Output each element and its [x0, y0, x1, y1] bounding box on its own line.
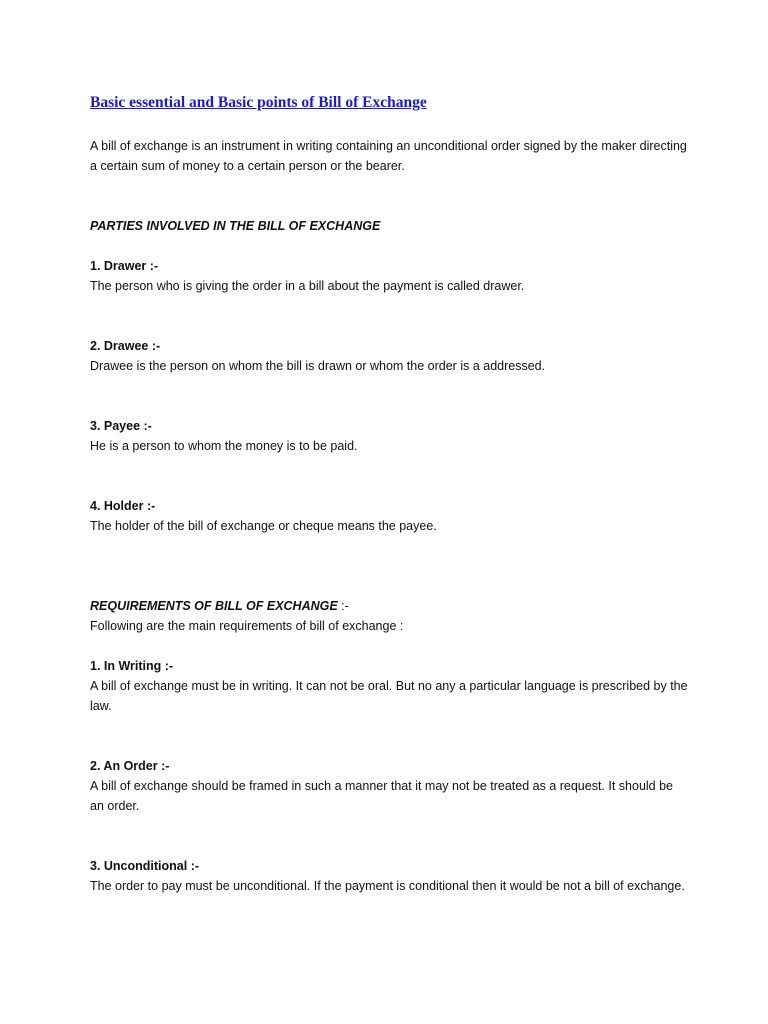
intro-paragraph: A bill of exchange is an instrument in writing containing an unconditional order signed by the maker directing a certain sum of money to a certain person or the bearer.: [90, 139, 687, 173]
party-item-heading: 3. Payee :-: [90, 419, 152, 433]
party-item-text: The person who is giving the order in a bill about the payment is called drawer.: [90, 279, 525, 293]
requirement-item-heading: 3. Unconditional :-: [90, 859, 200, 873]
party-item-drawee: [90, 336, 690, 376]
requirement-item-in-writing: [90, 656, 690, 716]
party-item-heading: 1. Drawer :-: [90, 259, 159, 273]
party-item-heading: 2. Drawee :-: [90, 339, 161, 353]
requirements-heading-suffix: :-: [337, 599, 349, 613]
requirement-item-text: A bill of exchange should be framed in such a manner that it may not be treated as a request. It should be an order.: [90, 779, 673, 813]
requirement-item-text: The order to pay must be unconditional. If the payment is conditional then it would be not a bill of exchange.: [90, 879, 685, 893]
party-item-drawer: [90, 256, 690, 296]
requirements-intro: Following are the main requirements of bill of exchange :: [90, 619, 404, 633]
document-content: [90, 92, 690, 936]
party-item-payee: [90, 416, 690, 456]
party-item-text: He is a person to whom the money is to be paid.: [90, 439, 358, 453]
requirement-item-unconditional: [90, 856, 690, 896]
requirement-item-text: A bill of exchange must be in writing. It can not be oral. But no any a particular language is prescribed by the law.: [90, 679, 688, 713]
requirements-heading: [90, 596, 690, 616]
party-item-text: Drawee is the person on whom the bill is drawn or whom the order is a addressed.: [90, 359, 546, 373]
requirement-item-heading: 1. In Writing :-: [90, 659, 174, 673]
party-item-heading: 4. Holder :-: [90, 499, 156, 513]
party-item-text: The holder of the bill of exchange or cheque means the payee.: [90, 519, 437, 533]
requirement-item-heading: 2. An Order :-: [90, 759, 170, 773]
party-item-holder: [90, 496, 690, 536]
requirement-item-an-order: [90, 756, 690, 816]
requirements-heading-text: REQUIREMENTS OF BILL OF EXCHANGE: [90, 599, 338, 613]
parties-heading: PARTIES INVOLVED IN THE BILL OF EXCHANGE: [90, 219, 381, 233]
document-title-link[interactable]: Basic essential and Basic points of Bill of Exchange: [90, 94, 427, 111]
